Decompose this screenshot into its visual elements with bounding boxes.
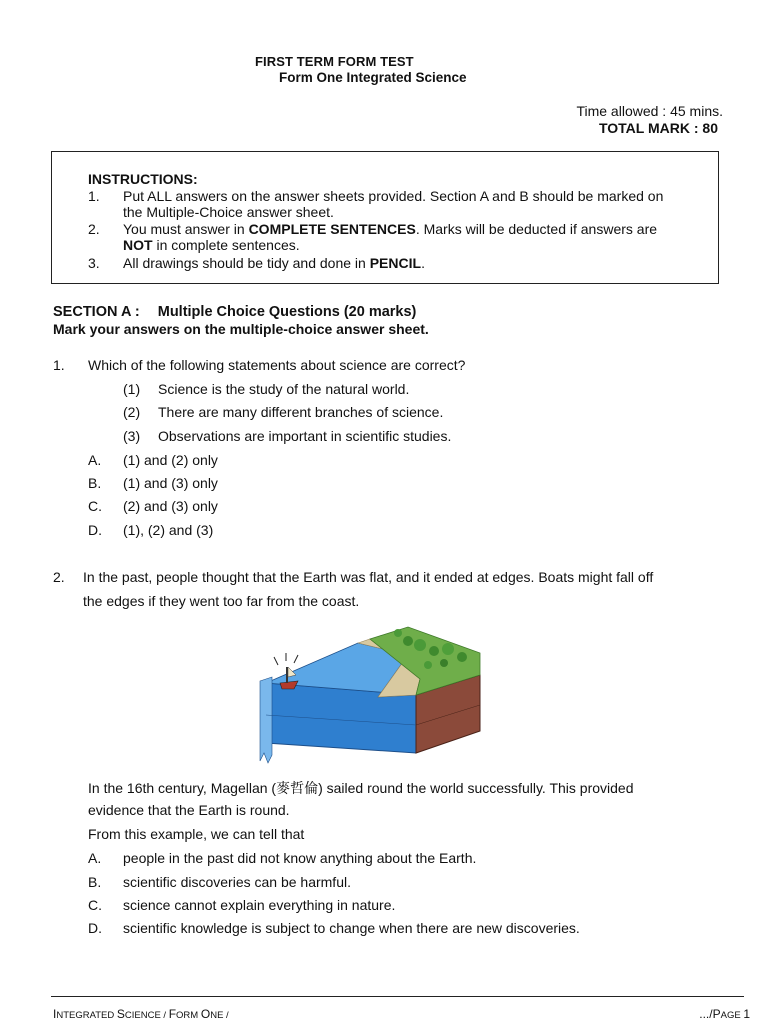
instructions-heading: INSTRUCTIONS: [88,171,198,187]
instruction-emphasis: COMPLETE SENTENCES [248,221,416,237]
option-letter: A. [88,452,102,468]
instruction-text: You must answer in [123,221,249,237]
flat-earth-illustration-svg [258,625,490,770]
option-letter: C. [88,897,102,913]
instruction-text: All drawings should be tidy and done in [123,255,370,271]
option-text: (1), (2) and (3) [123,522,214,538]
question-1-text: Which of the following statements about science are correct? [88,357,466,373]
option-text: (1) and (3) only [123,475,218,491]
instruction-text: . [421,255,425,271]
instruction-number: 3. [88,255,100,271]
option-letter: D. [88,920,102,936]
option-text: people in the past did not know anything about the Earth. [123,850,477,866]
question-2-text-line2: the edges if they went too far from the coast. [83,593,360,609]
question-number: 2. [53,569,65,585]
question-2-paragraph-line1: In the 16th century, Magellan (麥哲倫) sailed round the world successfully. This provided [88,780,634,796]
instruction-line: the Multiple-Choice answer sheet. [123,204,334,220]
option-text: science cannot explain everything in nature. [123,897,396,913]
instruction-number: 2. [88,221,100,237]
instruction-item-3 [123,255,425,271]
instruction-item-1 [123,188,663,220]
option-letter: B. [88,475,102,491]
instruction-line: Put ALL answers on the answer sheets provided. Section A and B should be marked on [123,188,664,204]
statement-text: There are many different branches of science. [158,404,444,420]
instruction-emphasis: NOT [123,237,153,253]
question-2-text-line1: In the past, people thought that the Earth was flat, and it ended at edges. Boats might fall off [83,569,654,585]
statement-text: Observations are important in scientific studies. [158,428,452,444]
question-2-paragraph-line2: evidence that the Earth is round. [88,802,290,818]
statement-number: (1) [123,381,141,397]
option-letter: B. [88,874,102,890]
instruction-text: in complete sentences. [152,237,300,253]
question-number: 1. [53,357,65,373]
flat-earth-illustration [258,625,490,770]
footer-page-number: .../PAGE 1 [699,1007,750,1021]
instruction-text: . Marks will be deducted if answers are [415,221,658,237]
section-label: SECTION A : [53,304,140,320]
test-subtitle: Form One Integrated Science [279,70,467,85]
option-letter: C. [88,498,102,514]
total-mark: TOTAL MARK : 80 [598,120,718,136]
option-text: (1) and (2) only [123,452,218,468]
instruction-emphasis: PENCIL [369,255,422,271]
option-text: (2) and (3) only [123,498,218,514]
option-text: scientific knowledge is subject to change when there are new discoveries. [123,920,580,936]
instruction-item-2 [123,221,657,253]
statement-text: Science is the study of the natural world. [158,381,410,397]
option-text: scientific discoveries can be harmful. [123,874,351,890]
time-allowed: Time allowed : 45 mins. [576,103,723,119]
statement-number: (2) [123,404,141,420]
statement-number: (3) [123,428,141,444]
footer-course-label: INTEGRATED SCIENCE / FORM ONE / [53,1007,229,1021]
section-title: Multiple Choice Questions (20 marks) [157,304,417,320]
section-a-subtitle: Mark your answers on the multiple-choice answer sheet. [53,321,429,337]
question-2-paragraph-line3: From this example, we can tell that [88,826,305,842]
footer-divider [51,996,744,997]
test-title: FIRST TERM FORM TEST [255,54,414,69]
section-a-heading [53,304,416,320]
option-letter: A. [88,850,102,866]
instruction-number: 1. [88,188,100,204]
option-letter: D. [88,522,102,538]
